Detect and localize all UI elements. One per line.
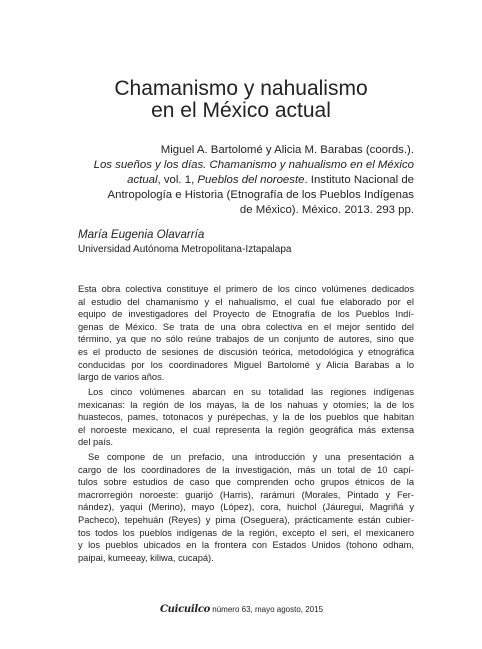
- title-line-1: Chamanismo y nahualismo: [114, 77, 368, 100]
- page-footer: [160, 604, 323, 615]
- body-paragraph-1: [78, 283, 414, 384]
- reference-line: de México). México. 2013. 293 pp.: [239, 204, 414, 216]
- reference-line: Antropología e Historia (Etnografía de los Pueblos Indígenas: [107, 189, 414, 201]
- text-line: equipo de investigadores del Proyecto de Etnografía de los Pueblos Indí-: [78, 309, 414, 320]
- text-line: y los pueblos ubicados en la frontera con Estados Unidos (tohono odham,: [78, 540, 414, 551]
- text-line: al estudio del chamanismo y el nahualismo, el cual fue elaborado por el: [78, 296, 414, 307]
- bibliographic-reference: [74, 143, 414, 218]
- author-affiliation: Universidad Autónoma Metropolitana-Iztapalapa: [78, 244, 292, 255]
- text-line: paipai, kumeeay, kiliwa, cucapá).: [78, 552, 214, 563]
- reference-line: Miguel A. Bartolomé y Alicia M. Barabas (coords.).: [160, 144, 414, 156]
- text-line: Se compone de un prefacio, una introducción y una presentación a: [88, 452, 414, 462]
- text-line: término, ya que no sólo reúne trabajos de un conjunto de autores, sino que: [78, 334, 414, 345]
- reference-line: Los sueños y los días. Chamanismo y nahualismo en el México: [93, 159, 414, 171]
- reference-line: actual, vol. 1, Pueblos del noroeste. Instituto Nacional de: [127, 174, 414, 186]
- text-line: es el producto de sesiones de discusión teórica, metodológica y etnográfica: [78, 346, 414, 357]
- text-line: del país.: [78, 437, 114, 448]
- text-line: tos todos los pueblos indígenas de la región, excepto el seri, el mexicanero: [78, 527, 414, 538]
- body-paragraph-3: [78, 451, 414, 564]
- text-line: Pacheco), tepehuán (Reyes) y pima (Oseguera), prácticamente están cubier-: [78, 514, 414, 525]
- text-line: macrorregión noroeste: guarijó (Harris), rarámuri (Morales, Pintado y Fer-: [78, 489, 414, 500]
- body-paragraph-2: [78, 386, 414, 449]
- text-line: cargo de los coordinadores de la investigación, más un total de 10 capí-: [78, 464, 414, 475]
- author-name: María Eugenia Olavarría: [78, 228, 205, 241]
- text-line: huastecos, pames, totonacos y purépechas, y la de los pueblos que habitan: [78, 412, 414, 423]
- text-line: el noroeste mexicano, el cual representa la región geográfica más extensa: [78, 424, 414, 435]
- text-line: conducidas por los coordinadores Miguel Bartolomé y Alicia Barabas a lo: [78, 359, 414, 370]
- text-line: tulos sobre estudios de caso que comprenden ocho grupos étnicos de la: [78, 477, 414, 488]
- text-line: mexicanas: la región de los mayas, la de los nahuas y otomíes; la de los: [78, 399, 414, 410]
- text-line: Esta obra colectiva constituye el primero de los cinco volúmenes dedicados: [78, 284, 414, 294]
- text-line: nández), yaqui (Merino), mayo (López), cora, huichol (Jáuregui, Magriñá y: [78, 502, 414, 513]
- footer-issue: número 63, mayo agosto, 2015: [212, 605, 324, 614]
- text-line: Los cinco volúmenes abarcan en su totalidad las regiones indígenas: [88, 387, 414, 397]
- title-line-2: en el México actual: [151, 99, 331, 122]
- text-line: largo de varios años.: [78, 372, 165, 383]
- text-line: genas de México. Se trata de una obra colectiva en el mejor sentido del: [78, 321, 414, 332]
- journal-logo: Cuicuilco: [160, 604, 211, 615]
